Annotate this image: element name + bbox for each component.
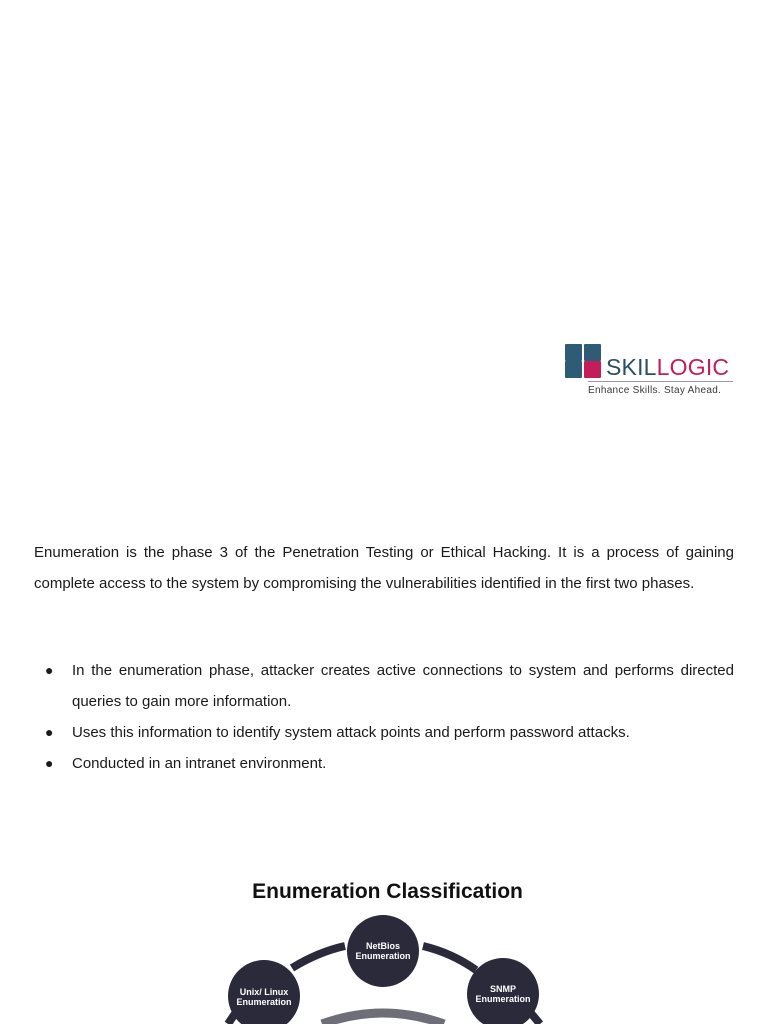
- bullet-icon: ●: [45, 724, 54, 740]
- bullet-text: Conducted in an intranet environment.: [72, 755, 327, 772]
- node-label-line: NetBios: [365, 941, 400, 951]
- node-label-netbios: [348, 941, 418, 961]
- node-label-line: Unix/ Linux: [239, 987, 289, 997]
- logo-tagline: Enhance Skills. Stay Ahead.: [588, 385, 722, 396]
- node-label-unix-linux: [229, 987, 299, 1007]
- bullet-icon: ●: [45, 662, 54, 678]
- bullet-text: Uses this information to identify system attack points and perform password attacks.: [72, 724, 630, 741]
- logo-brand-part2: LOGIC: [656, 354, 730, 380]
- node-label-line: Enumeration: [475, 994, 531, 1004]
- node-label-line: Enumeration: [236, 997, 292, 1007]
- node-label-line: SNMP: [489, 984, 516, 994]
- diagram-title: Enumeration Classification: [252, 880, 523, 903]
- bullet-icon: ●: [45, 755, 54, 771]
- intro-paragraph: Enumeration is the phase 3 of the Penetration Testing or Ethical Hacking. It is a process of gaining complete access to the system by compromising the vulnerabilities identified in the first two phases.: [34, 544, 734, 592]
- diagram-hub-ring: [322, 1013, 444, 1024]
- diagram-connector-arc: [292, 946, 345, 968]
- node-label-snmp: [468, 984, 538, 1004]
- diagram-connector-arc: [423, 946, 476, 970]
- bullet-text: In the enumeration phase, attacker creates active connections to system and performs directed queries to gain more information.: [72, 662, 734, 710]
- node-label-line: Enumeration: [355, 951, 411, 961]
- logo-brand-part1: SKIL: [606, 354, 657, 380]
